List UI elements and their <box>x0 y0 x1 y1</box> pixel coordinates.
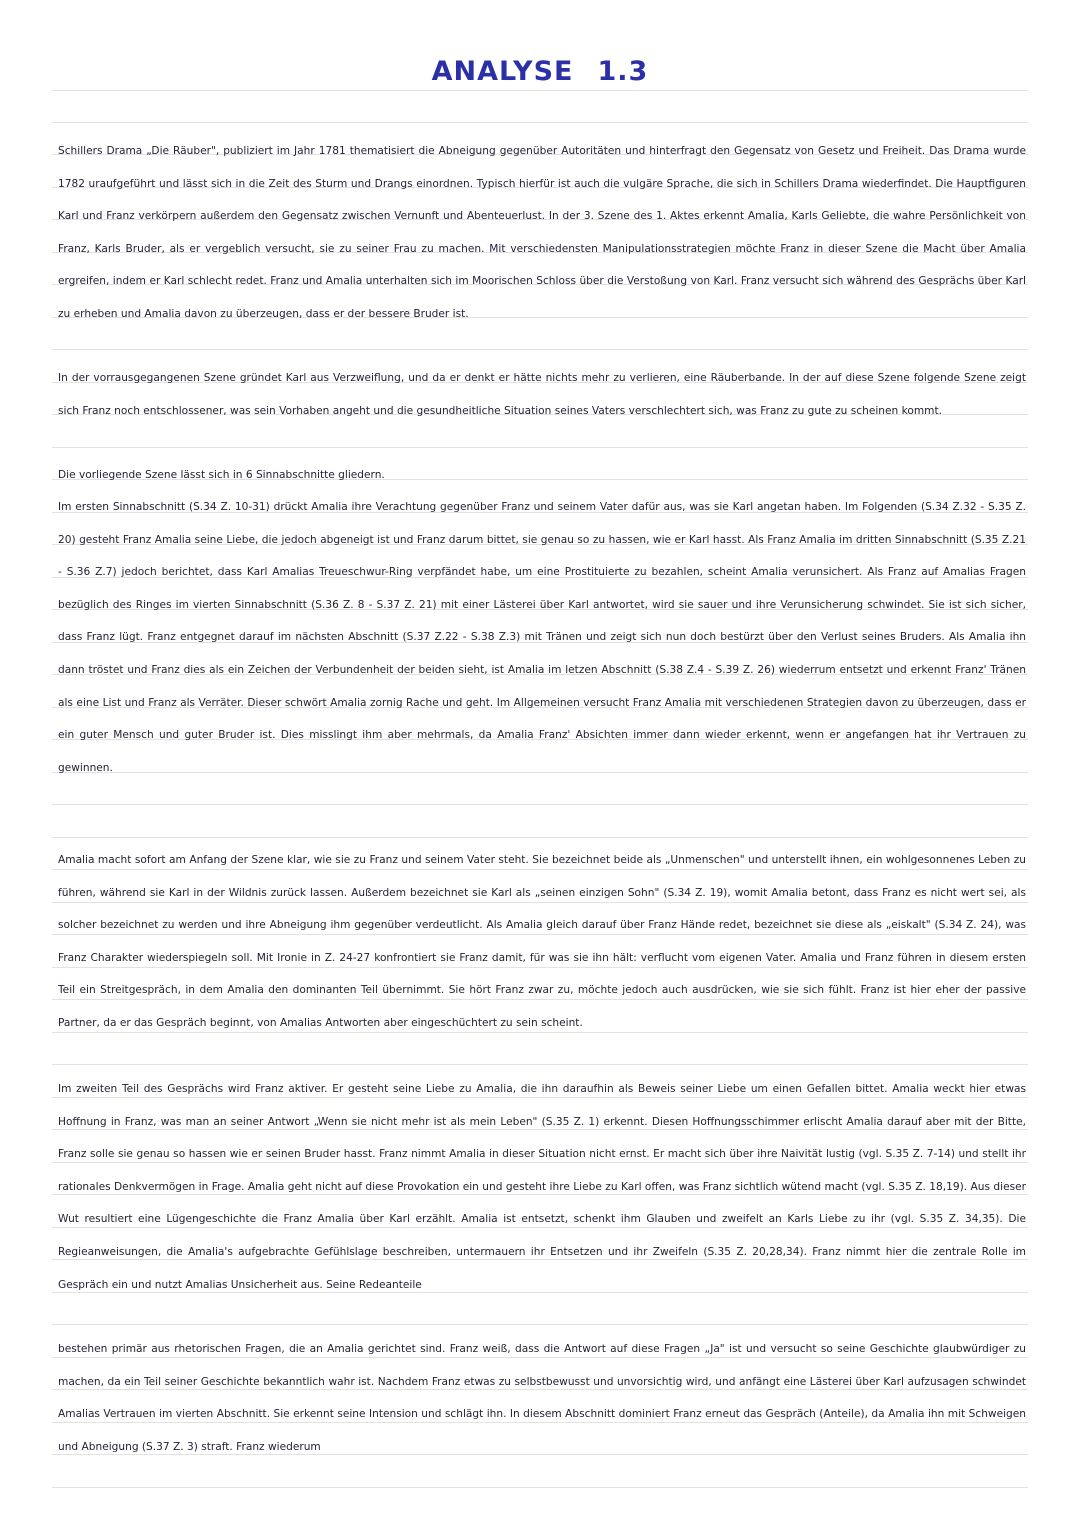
ruled-line <box>52 90 1028 91</box>
page-title <box>0 56 1080 87</box>
paragraph-introduction: Schillers Drama „Die Räuber", publiziert im Jahr 1781 thematisiert die Abneigung gegenüber Autoritäten und hinterfragt den Gegensatz von Gesetz und Freiheit. Das Drama wurde 1782 uraufgeführt und lässt sich in die Zeit des Sturm und Drangs einordnen. Typisch hierfür ist auch die vulgäre Sprache, die sich in Schillers Drama wiederfindet. Die Hauptfiguren Karl und Franz verkörpern außerdem den Gegensatz zwischen Vernunft und Abenteuerlust. In der 3. Szene des 1. Aktes erkennt Amalia, Karls Geliebte, die wahre Persönlichkeit von Franz, Karls Bruder, als er vergeblich versucht, sie zu seiner Frau zu machen. Mit verschiedensten Manipulationsstrategien möchte Franz in dieser Szene die Macht über Amalia ergreifen, indem er Karl schlecht redet. Franz und Amalia unterhalten sich im Moorischen Schloss über die Verstoßung von Karl. Franz versucht sich während des Gesprächs über Karl zu erheben und Amalia davon zu überzeugen, dass er der bessere Bruder ist. <box>58 145 1026 320</box>
ruled-line <box>52 1487 1028 1488</box>
ruled-line <box>52 1064 1028 1065</box>
paragraph-structure: Die vorliegende Szene lässt sich in 6 Sinnabschnitte gliedern. <box>58 469 385 481</box>
paragraph-analysis-part-3: bestehen primär aus rhetorischen Fragen, die an Amalia gerichtet sind. Franz weiß, dass die Antwort auf diese Fragen „Ja" ist und versucht so seine Geschichte glaubwürdiger zu machen, da ein Teil seiner Geschichte bekanntlich wahr ist. Nachdem Franz etwas zu selbstbewusst und unvorsichtig wird, und anfängt eine Lästerei über Karl aufzusagen schwindet Amalias Vertrauen im vierten Abschnitt. Sie erkennt seine Intension und schlägt ihn. In diesem Abschnitt dominiert Franz erneut das Gespräch (Anteile), da Amalia ihn mit Schweigen und Abneigung (S.37 Z. 3) straft. Franz wiederum <box>58 1343 1026 1453</box>
ruled-line <box>52 122 1028 123</box>
ruled-line <box>52 1324 1028 1325</box>
ruled-line <box>52 837 1028 838</box>
ruled-line <box>52 349 1028 350</box>
ruled-line <box>52 447 1028 448</box>
paragraph-analysis-part-2: Im zweiten Teil des Gesprächs wird Franz aktiver. Er gesteht seine Liebe zu Amalia, die ihn daraufhin als Beweis seiner Liebe um einen Gefallen bittet. Amalia weckt hier etwas Hoffnung in Franz, was man an seiner Antwort „Wenn sie nicht mehr ist als mein Leben" (S.35 Z. 1) erkennt. Diesen Hoffnungsschimmer erlischt Amalia darauf aber mit der Bitte, Franz solle sie genau so hassen wie er seinen Bruder hasst. Franz nimmt Amalia in dieser Situation nicht ernst. Er macht sich über ihre Naivität lustig (vgl. S.35 Z. 7-14) und stellt ihr rationales Denkvermögen in Frage. Amalia geht nicht auf diese Provokation ein und gesteht ihre Liebe zu Karl offen, was Franz sichtlich wütend macht (vgl. S.35 Z. 18,19). Aus dieser Wut resultiert eine Lügengeschichte die Franz Amalia über Karl erzählt. Amalia ist entsetzt, schenkt ihm Glauben und zweifelt an Karls Liebe zu ihr (vgl. S.35 Z. 34,35). Die Regieanweisungen, die Amalia's aufgebrachte Gefühlslage beschreiben, untermauern ihr Entsetzen und ihr Zweifeln (S.35 Z. 20,28,34). Franz nimmt hier die zentrale Rolle im Gespräch ein und nutzt Amalias Unsicherheit aus. Seine Redeanteile <box>58 1083 1026 1291</box>
paragraph-sections: Im ersten Sinnabschnitt (S.34 Z. 10-31) drückt Amalia ihre Verachtung gegenüber Franz und seinem Vater dafür aus, was sie Karl angetan haben. Im Folgenden (S.34 Z.32 - S.35 Z. 20) gesteht Franz Amalia seine Liebe, die jedoch abgeneigt ist und Franz darum bittet, sie genau so zu hassen, wie er Karl hasst. Als Franz Amalia im dritten Sinnabschnitt (S.35 Z.21 - S.36 Z.7) jedoch berichtet, dass Karl Amalias Treueschwur-Ring verpfändet habe, um eine Prostituierte zu bezahlen, scheint Amalia verunsichert. Als Franz auf Amalias Fragen bezüglich des Ringes im vierten Sinnabschnitt (S.36 Z. 8 - S.37 Z. 21) mit einer Lästerei über Karl antwortet, wird sie sauer und ihre Verunsicherung schwindet. Sie ist sich sicher, dass Franz lügt. Franz entgegnet darauf im nächsten Abschnitt (S.37 Z.22 - S.38 Z.3) mit Tränen und zeigt sich nun doch bestürzt über den Verlust seines Bruders. Als Amalia ihn dann tröstet und Franz dies als ein Zeichen der Verbundenheit der beiden sieht, ist Amalia im letzen Abschnitt (S.38 Z.4 - S.39 Z. 26) wiederrum entsetzt und erkennt Franz' Tränen als eine List und Franz als Verräter. Dieser schwört Amalia zornig Rache und geht. Im Allgemeinen versucht Franz Amalia mit verschiedenen Strategien davon zu überzeugen, dass er ein guter Mensch und guter Bruder ist. Dies misslingt ihm aber mehrmals, da Amalia Franz' Absichten immer dann wieder erkennt, wenn er angefangen hat ihr Vertrauen zu gewinnen. <box>58 501 1026 774</box>
paragraph-context: In der vorrausgegangenen Szene gründet Karl aus Verzweiflung, und da er denkt er hätte nichts mehr zu verlieren, eine Räuberbande. In der auf diese Szene folgende Szene zeigt sich Franz noch entschlossener, was sein Vorhaben angeht und die gesundheitliche Situation seines Vaters verschlechtert sich, was Franz zu gute zu scheinen kommt. <box>58 372 1026 417</box>
ruled-line <box>52 804 1028 805</box>
paragraph-analysis-part-1: Amalia macht sofort am Anfang der Szene klar, wie sie zu Franz und seinem Vater steht. Sie bezeichnet beide als „Unmenschen" und unterstellt ihnen, ein wohlgesonnenes Leben zu führen, während sie Karl in der Wildnis zurück lassen. Außerdem bezeichnet sie Karl als „seinen einzigen Sohn" (S.34 Z. 19), womit Amalia betont, dass Franz es nicht wert sei, als solcher bezeichnet zu werden und ihre Abneigung ihm gegenüber verdeutlicht. Als Amalia gleich darauf über Franz Hände redet, bezeichnet sie diese als „eiskalt" (S.34 Z. 24), was Franz Charakter wiederspiegeln soll. Mit Ironie in Z. 24-27 konfrontiert sie Franz damit, für was sie ihn hält: verflucht vom eigenen Vater. Amalia und Franz führen in diesem ersten Teil ein Streitgespräch, in dem Amalia den dominanten Teil übernimmt. Sie hört Franz zwar zu, möchte jedoch auch ausdrücken, wie sie sich fühlt. Franz ist hier eher der passive Partner, da er das Gespräch beginnt, von Amalias Antworten aber eingeschüchtert zu sein scheint. <box>58 854 1026 1029</box>
title-text: ANALYSE <box>431 56 574 87</box>
title-number: 1.3 <box>597 56 649 87</box>
